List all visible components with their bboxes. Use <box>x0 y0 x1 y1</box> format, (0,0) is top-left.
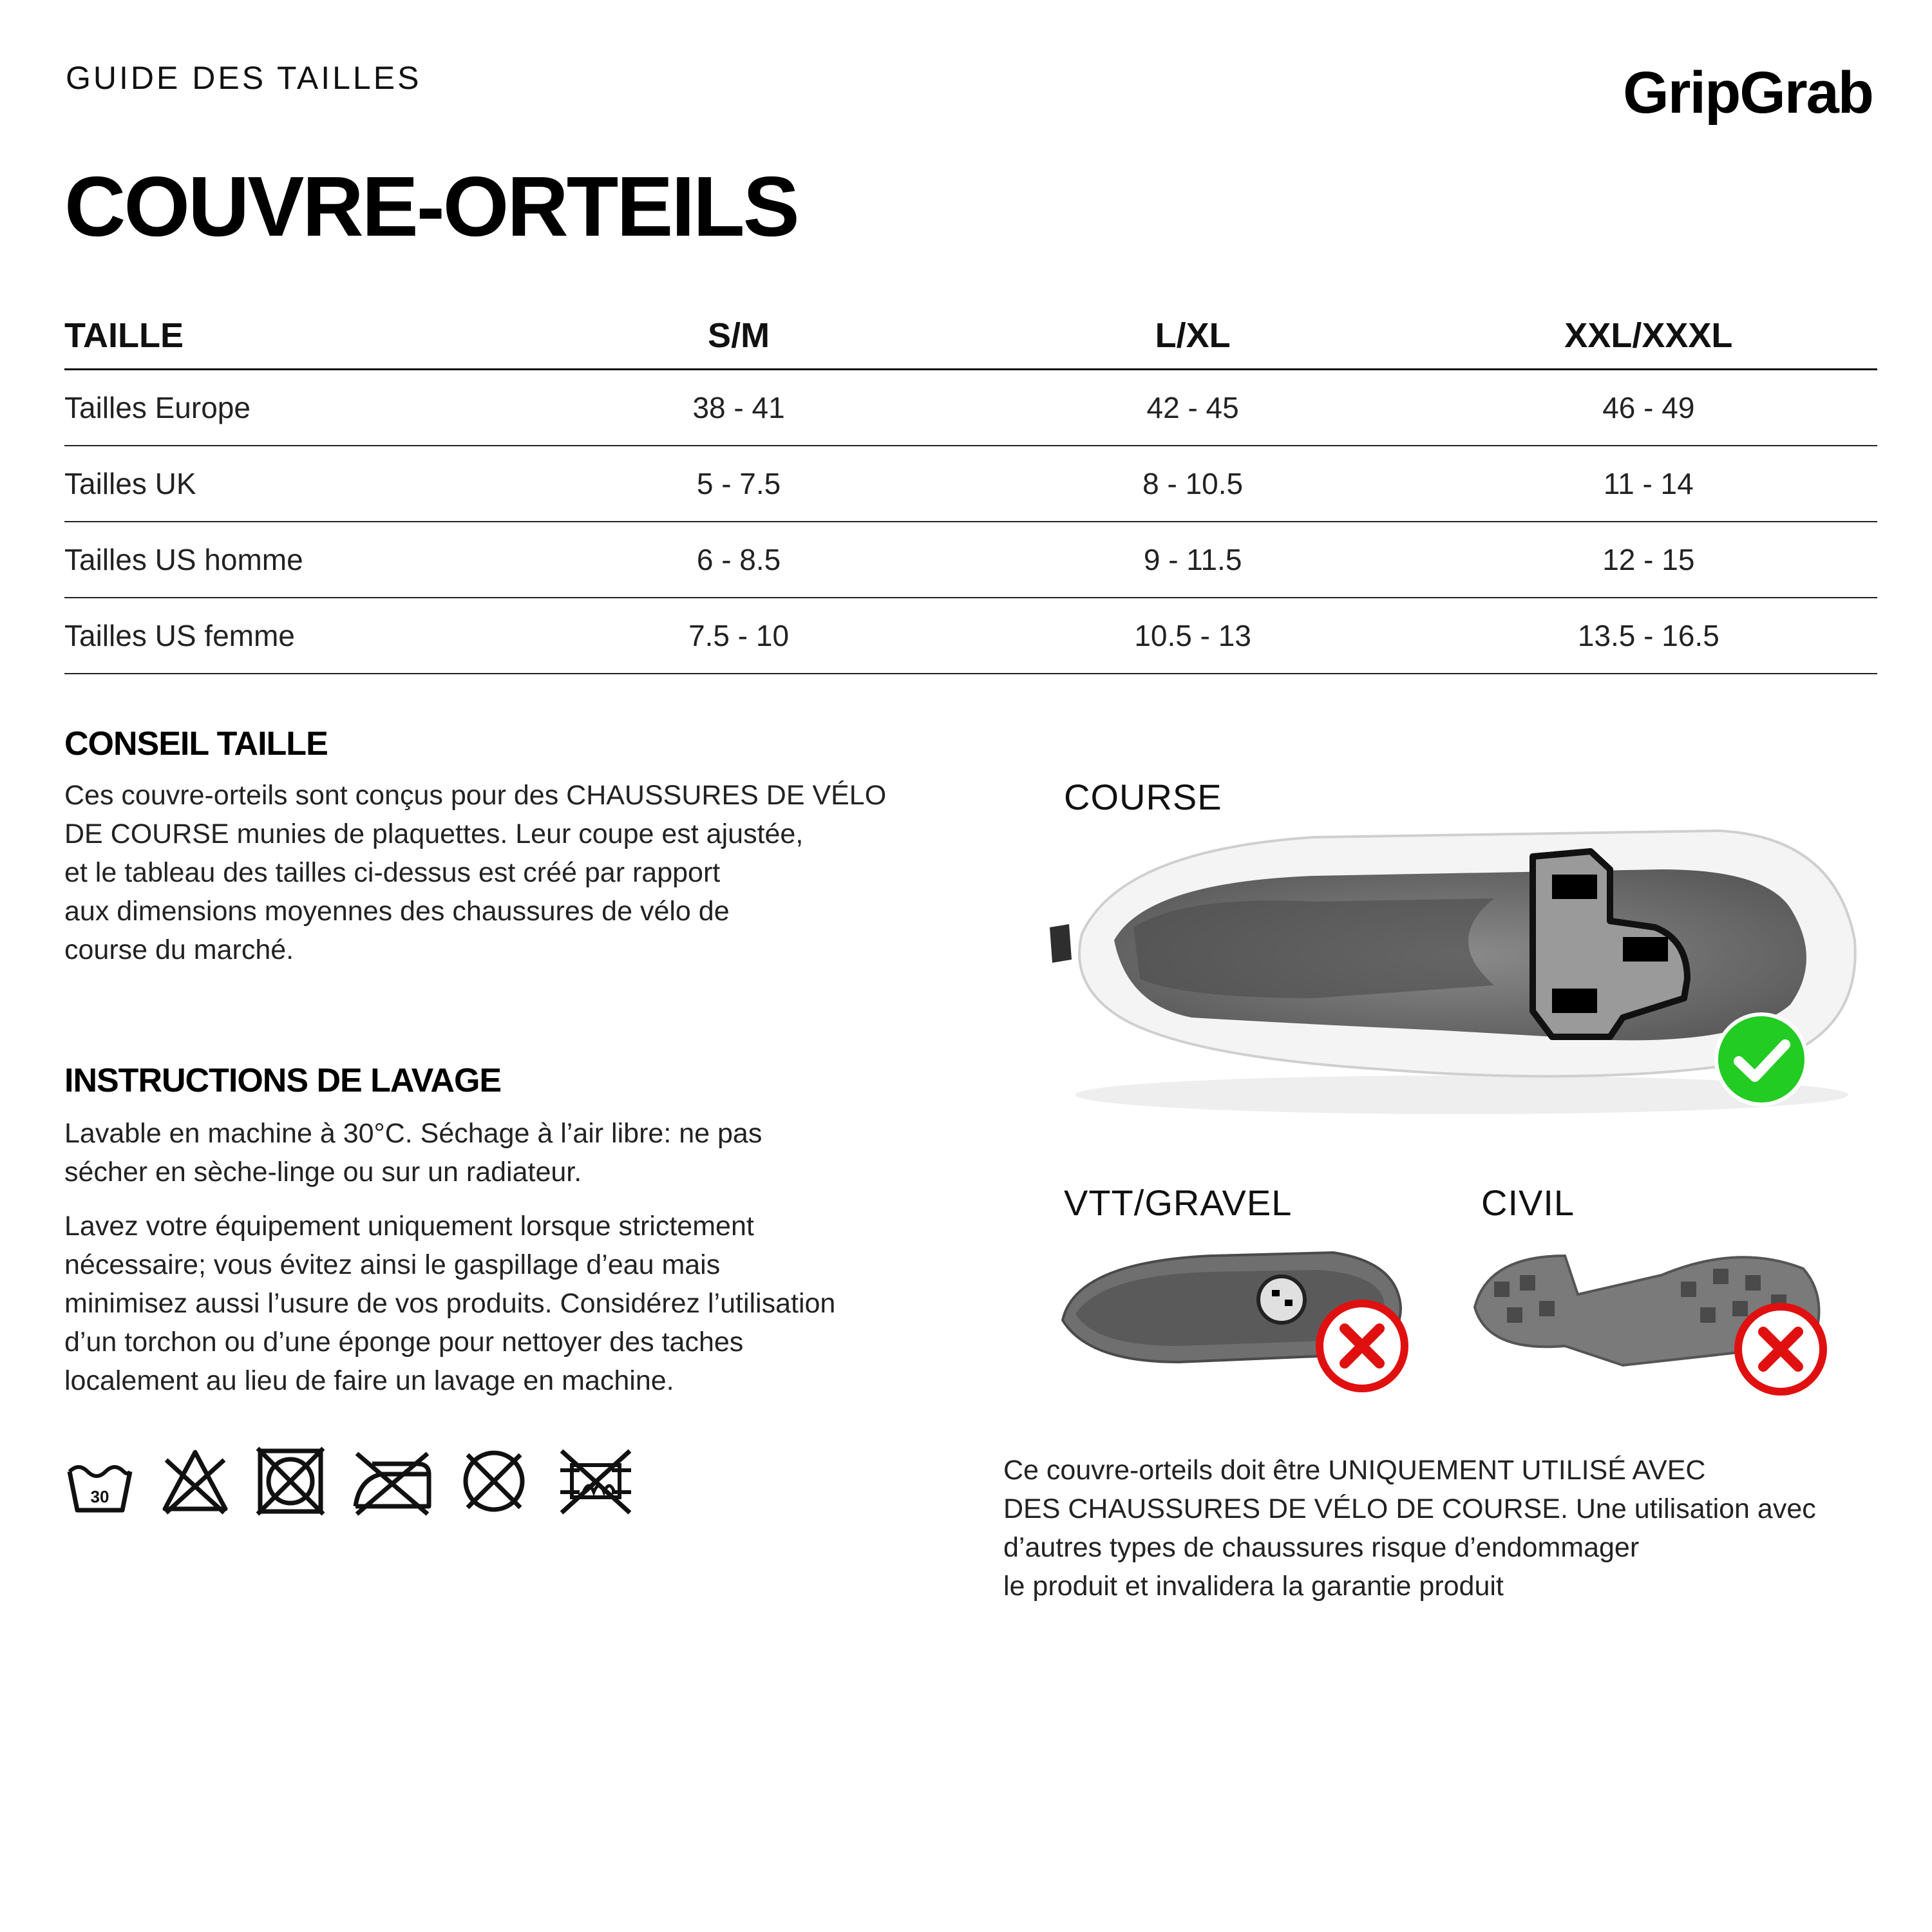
no-iron-icon <box>350 1446 434 1517</box>
text-line: Ces couvre-orteils sont conçus pour des CHAUSSURES DE VÉLO <box>64 780 887 811</box>
table-cell: 13.5 - 16.5 <box>1420 598 1877 674</box>
column-header: S/M <box>512 303 966 370</box>
cleat-hole <box>1552 989 1597 1013</box>
size-table <box>64 303 1877 674</box>
usage-warning <box>1003 1451 1892 1605</box>
text-line: et le tableau des tailles ci-dessus est créé par rapport <box>64 857 721 888</box>
cross-icon <box>1732 1301 1829 1397</box>
text-line: d’un torchon ou d’une éponge pour nettoyer des taches <box>64 1327 744 1358</box>
wash-30-icon <box>64 1446 135 1517</box>
table-cell: 6 - 8.5 <box>512 522 966 598</box>
no-radiator-dry-icon <box>554 1446 638 1517</box>
text-line: minimisez aussi l’usure de vos produits. Considérez l’utilisation <box>64 1288 836 1319</box>
row-label: Tailles Europe <box>64 370 512 446</box>
mtb-label: VTT/GRAVEL <box>1064 1182 1293 1223</box>
table-row <box>64 446 1877 522</box>
table-cell: 7.5 - 10 <box>512 598 966 674</box>
column-header: L/XL <box>966 303 1420 370</box>
washing-section <box>64 1061 992 1400</box>
table-cell: 5 - 7.5 <box>512 446 966 522</box>
course-label: COURSE <box>1064 777 1222 817</box>
table-cell: 10.5 - 13 <box>966 598 1420 674</box>
size-table-header-row <box>64 303 1877 370</box>
no-tumble-dry-icon <box>255 1446 326 1517</box>
heel-tab <box>1050 924 1072 963</box>
cross-icon <box>1314 1298 1410 1394</box>
text-line: d’autres types de chaussures risque d’endommager <box>1003 1532 1640 1563</box>
row-label: Tailles US homme <box>64 522 512 598</box>
table-cell: 8 - 10.5 <box>966 446 1420 522</box>
column-header: XXL/XXXL <box>1420 303 1877 370</box>
page-title: COUVRE-ORTEILS <box>64 159 798 254</box>
sizing-tip-section <box>64 724 979 969</box>
sizing-tip-text <box>64 776 979 969</box>
text-line: DE COURSE munies de plaquettes. Leur coupe est ajustée, <box>64 819 804 849</box>
text-line: DES CHAUSSURES DE VÉLO DE COURSE. Une utilisation avec <box>1003 1493 1816 1524</box>
table-row <box>64 370 1877 446</box>
table-cell: 11 - 14 <box>1420 446 1877 522</box>
washing-text-1 <box>64 1114 992 1191</box>
column-header: TAILLE <box>64 303 512 370</box>
table-row <box>64 522 1877 598</box>
table-row <box>64 598 1877 674</box>
table-cell: 38 - 41 <box>512 370 966 446</box>
washing-heading: INSTRUCTIONS DE LAVAGE <box>64 1062 502 1099</box>
no-bleach-icon <box>160 1446 231 1517</box>
cleat-hole <box>1623 937 1668 961</box>
table-cell: 9 - 11.5 <box>966 522 1420 598</box>
table-cell: 46 - 49 <box>1420 370 1877 446</box>
table-cell: 12 - 15 <box>1420 522 1877 598</box>
text-line: aux dimensions moyennes des chaussures de vélo de <box>64 896 730 927</box>
civil-label: CIVIL <box>1481 1182 1575 1223</box>
text-line: Ce couvre-orteils doit être UNIQUEMENT UTILISÉ AVEC <box>1003 1455 1706 1486</box>
brand-logo: GripGrab <box>1623 60 1873 126</box>
text-line: le produit et invalidera la garantie produit <box>1003 1571 1504 1602</box>
check-icon <box>1713 1011 1810 1108</box>
text-line: Lavable en machine à 30°C. Séchage à l’air libre: ne pas <box>64 1118 762 1149</box>
guide-kicker: GUIDE DES TAILLES <box>66 60 422 96</box>
row-label: Tailles UK <box>64 446 512 522</box>
row-label: Tailles US femme <box>64 598 512 674</box>
text-line: nécessaire; vous évitez ainsi le gaspillage d’eau mais <box>64 1249 721 1280</box>
sole-channel <box>1133 898 1494 998</box>
text-line: course du marché. <box>64 934 294 965</box>
text-line: localement au lieu de faire un lavage en machine. <box>64 1365 674 1396</box>
wash-temp-label: 30 <box>90 1487 109 1506</box>
table-cell: 42 - 45 <box>966 370 1420 446</box>
cleat-hole <box>1552 875 1597 899</box>
text-line: Lavez votre équipement uniquement lorsque strictement <box>64 1211 754 1242</box>
sizing-tip-heading: CONSEIL TAILLE <box>64 725 328 762</box>
washing-text-2 <box>64 1207 992 1400</box>
text-line: sécher en sèche-linge ou sur un radiateur. <box>64 1157 582 1188</box>
no-dry-clean-icon <box>459 1446 529 1517</box>
care-icons <box>64 1446 638 1517</box>
